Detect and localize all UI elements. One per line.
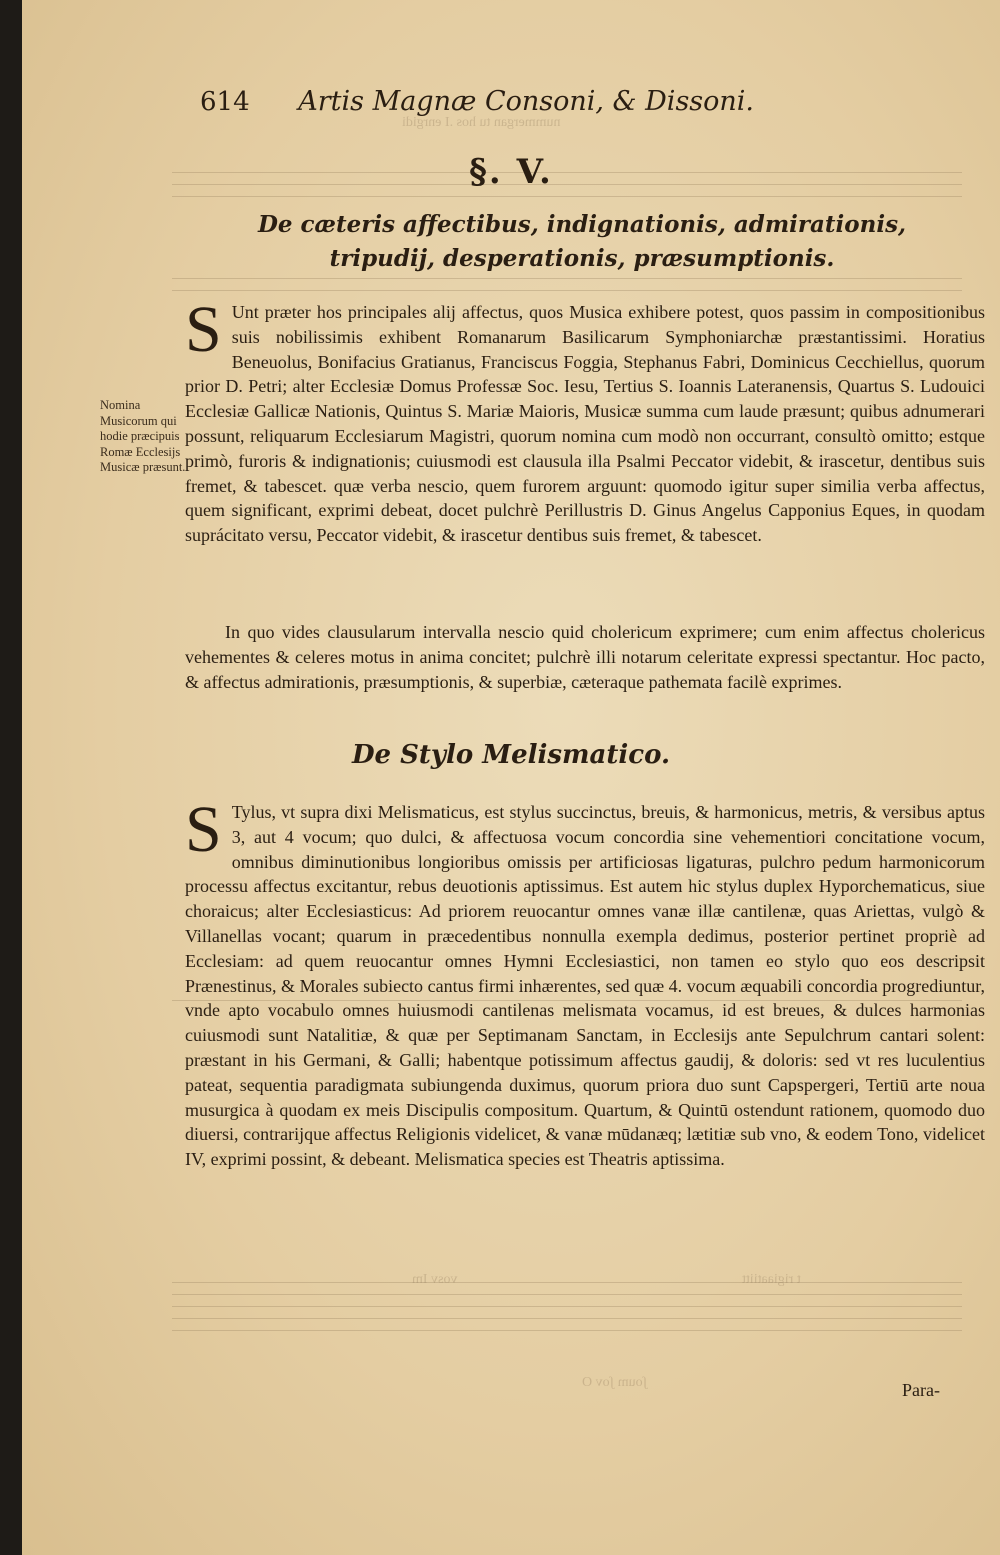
drop-cap: S — [185, 793, 222, 866]
book-page — [22, 0, 1000, 1555]
staff-line — [172, 1306, 962, 1307]
drop-cap: S — [185, 293, 222, 366]
running-header — [200, 86, 960, 117]
paragraph-text: Unt præter hos principales alij affectus, quos Musica exhibere potest, quos passim in compositionibus suis nobilissimis exhibent Romanarum Basilicarum Symphoniarchæ præstantissimi. Horatius Beneuolus, Bonifacius Gratianus, Franciscus Foggia, Stephanus Fabri, Dominicus Cecchiellus, quorum prior D. Petri; alter Ecclesiæ Domus Professæ Soc. Iesu, Tertius S. Ioannis Lateranensis, Quartus S. Ludouici Ecclesiæ Gallicæ Nationis, Quintus S. Mariæ Maioris, Musicæ summa cum laude præsunt; quibus adnumerari possunt, reliquarum Ecclesiarum Magistri, quorum nomina cum modò non occurrant, consultò omitto; estque primò, furoris & indignationis; cuiusmodi est clausula illa Psalmi Peccator videbit, & irascetur, dentibus suis fremet, & tabescet. quæ verba nescio, quem furorem arguunt: quomodo igitur super similia verba affectus, quem significant, exprimi debeat, docet pulchrè Perillustris D. Ginus Angelus Capponius Eques, in quodam suprácitato versu, Peccator videbit, & irascetur dentibus suis fremet, & tabescet. — [185, 302, 985, 546]
page-number: 614 — [200, 87, 250, 117]
staff-line — [172, 1318, 962, 1319]
bleed-through-text: nummergan tu hos .I enrgidi — [402, 115, 561, 130]
subheading: De Stylo Melismatico. — [351, 740, 671, 770]
bleed-through-text: vosv Im — [412, 1272, 458, 1287]
paragraph-text: In quo vides clausularum intervalla nescio quid cholericum exprimere; cum enim affectus cholericus vehementes & celeres motus in anima concitet; pulchrè illi notarum celeritate expressi spectantur. Hoc pacto, & affectus admirationis, præsumptionis, & superbiæ, cæteraque pathemata facilè exprimes. — [185, 622, 985, 692]
staff-line — [172, 278, 962, 279]
paragraph — [185, 793, 985, 1172]
paragraph-text: Tylus, vt supra dixi Melismaticus, est stylus succinctus, breuis, & harmonicus, metris, & versibus aptus 3, aut 4 vocum; quo dulci, & affectuosa vocum concordia sine vehementiori concitatione vocum, omnibus diminutionibus longioribus omissis per artificiosas ligaturas, pulchro pedum harmonicorum processu affectus excitantur, rebus deuotionis aptissimus. Est autem hic stylus duplex Hyporchematicus, siue choraicus; alter Ecclesiasticus: Ad priorem reuocantur omnes vanæ illæ cantilenæ, quas Ariettas, vulgò & Villanellas vocant; quarum in præcedentibus nonnulla exempla dedimus, posterior pertinet propriè ad Ecclesiam: ad quem reuocantur omnes Hymni Ecclesiastici, non tamen eo stylo quo eos descripsit Prænestinus, & Morales subiecto cantus firmi inhærentes, sed quæ 4. vocum æquabili concordia progrediuntur, vnde apto vocabulo omnes huiusmodi cantilenas melismata vocamus, id est breues, & dulces harmonias cuiusmodi sunt Natalitiæ, & quæ per Septimanam Sanctam, in Ecclesijs ante Sepulchrum cantari solent: præstant in his Germani, & Galli; habentque potissimum affectus gaudij, & doloris: sed vt res luculentius pateat, sequentia paradigmata subiungenda duximus, quorum priora duo sunt Capspergeri, Tertiū arte noua musurgica à quodam ex meis Discipulis compositum. Quartum, & Quintū ostendunt rationem, quomodo duo diuersi, contrarijque affectus Religionis videlicet, & vanæ mūdanæq; lætitiæ sub vno, & eodem Tono, videlicet IV, exprimi possint, & debeant. Melismatica species est Theatris aptissima. — [185, 802, 985, 1170]
paragraph — [185, 620, 985, 694]
section-title: De cæteris affectibus, indignationis, admirationis, tripudij, desperationis, præsumptionis. — [257, 211, 907, 272]
staff-line — [172, 1330, 962, 1331]
bleed-through-text: ʃoum ʃov O — [582, 1375, 648, 1390]
catchword: Para- — [902, 1380, 940, 1400]
staff-line — [172, 1294, 962, 1295]
staff-line — [172, 290, 962, 291]
running-title: Artis Magnæ Consoni, & Dissoni. — [298, 86, 755, 117]
staff-line — [172, 196, 962, 197]
bleed-through-text: t rigiaatiitt — [742, 1272, 801, 1287]
margin-note: Nomina Musicorum qui hodie præcipuis Romæ Ecclesijs Musicæ præsunt. — [100, 398, 186, 474]
staff-line — [172, 1282, 962, 1283]
paragraph — [185, 293, 985, 548]
section-mark: §. V. — [469, 152, 553, 192]
